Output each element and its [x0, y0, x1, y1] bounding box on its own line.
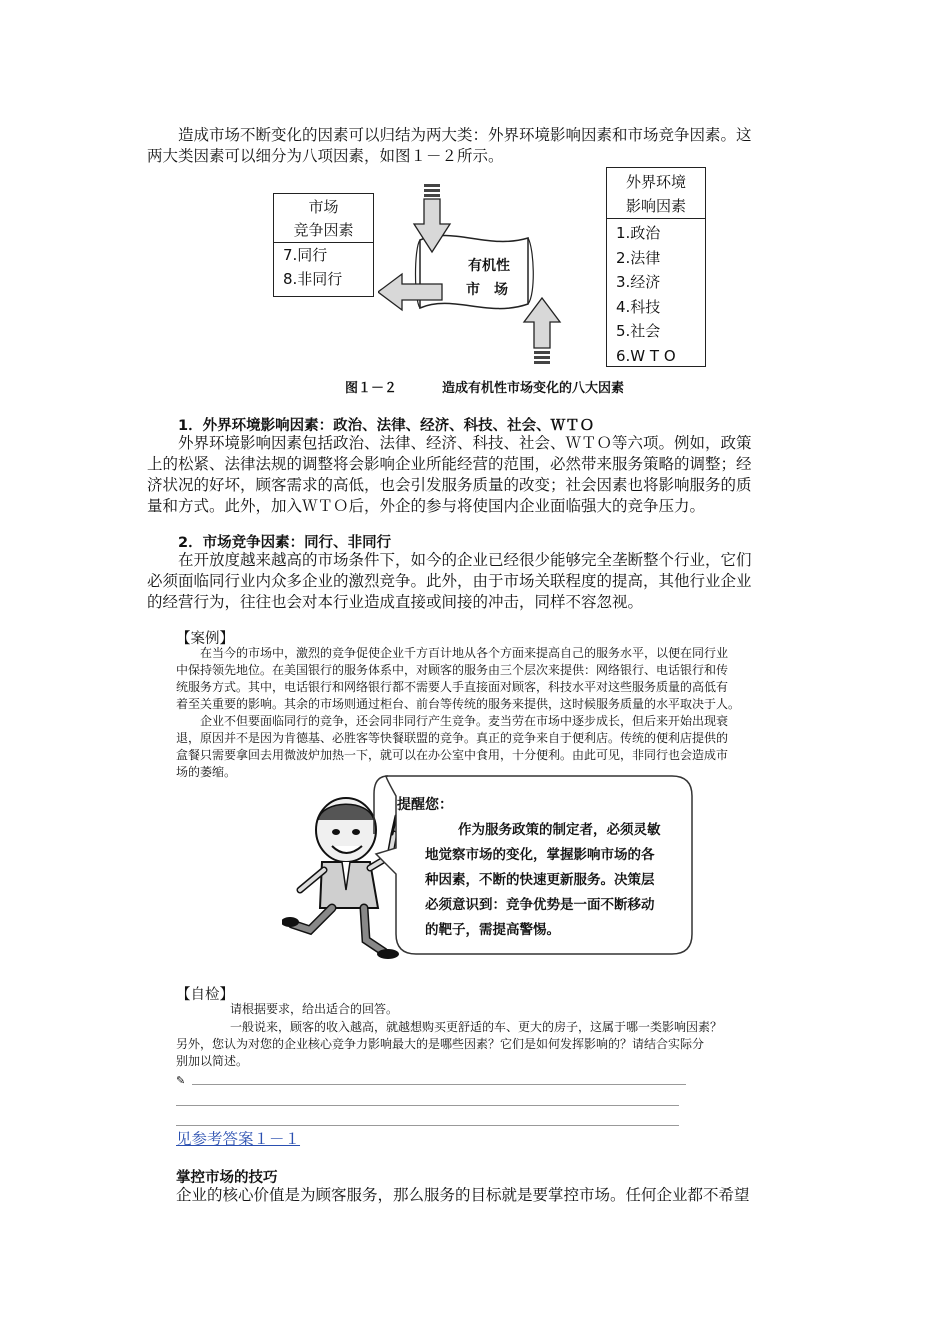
arrow-up-icon	[524, 298, 560, 364]
market-banner-line-1: 有机性	[468, 258, 510, 274]
answer-line[interactable]	[176, 1125, 679, 1126]
case-line: 退，原因并不是因为肯德基、必胜客等快餐联盟的竞争。真正的竞争来自于便利店。传统的便利店提供的	[176, 731, 729, 745]
reference-answer-link[interactable]: 见参考答案１－１	[176, 1130, 301, 1148]
section2-heading: 2．市场竞争因素：同行、非同行	[178, 535, 392, 551]
case-line: 在当今的市场中，激烈的竞争促使企业千方百计地从各个方面来提高自己的服务水平，以便在同行业	[200, 646, 729, 660]
intro-line-2: 两大类因素可以细分为八项因素，如图１－２所示。	[147, 147, 504, 165]
competition-box-title-1: 市场	[308, 198, 339, 216]
section2-line: 必须面临同行业内众多企业的激烈竞争。此外，由于市场关联程度的提高，其他行业企业	[147, 572, 752, 590]
tips-line: 企业的核心价值是为顾客服务，那么服务的目标就是要掌控市场。任何企业都不希望	[176, 1186, 750, 1204]
reminder-line: 作为服务政策的制定者，必须灵敏	[458, 822, 661, 838]
answer-line[interactable]	[176, 1105, 679, 1106]
environment-item: 2.法律	[616, 248, 661, 267]
environment-box-title-2: 影响因素	[625, 197, 686, 215]
environment-item: 6.W T O	[616, 346, 676, 365]
reminder-line: 必须意识到：竞争优势是一面不断移动	[425, 897, 655, 913]
competition-item: 7.同行	[283, 246, 328, 264]
figure-caption-text: 造成有机性市场变化的八大因素	[442, 381, 625, 396]
section2-line: 的经营行为，往往也会对本行业造成直接或间接的冲击，同样不容忽视。	[147, 593, 644, 611]
environment-item: 1.政治	[616, 224, 661, 242]
tips-heading: 掌控市场的技巧	[176, 1170, 278, 1186]
competition-box-title-2: 竞争因素	[293, 221, 354, 239]
figure-caption-number: 图１－２	[345, 381, 398, 396]
answer-line[interactable]	[192, 1084, 686, 1085]
reminder-title: 提醒您：	[397, 797, 453, 813]
section2-line: 在开放度越来越高的市场条件下，如今的企业已经很少能够完全垄断整个行业，它们	[178, 551, 752, 569]
environment-item: 5.社会	[616, 322, 661, 341]
case-line: 场的萎缩。	[176, 765, 237, 779]
section1-line: 济状况的好坏，顾客需求的高低，也会引发服务质量的改变；社会因素也将影响服务的质	[147, 476, 752, 494]
intro-line-1: 造成市场不断变化的因素可以归结为两大类：外界环境影响因素和市场竞争因素。这	[178, 126, 752, 144]
section1-line: 量和方式。此外，加入ＷＴＯ后，外企的参与将使国内企业面临强大的竞争压力。	[147, 497, 706, 515]
reminder-line: 地觉察市场的变化，掌握影响市场的各	[425, 847, 655, 863]
section1-line: 上的松紧、法律法规的调整将会影响企业所能经营的范围，必然带来服务策略的调整；经	[147, 455, 752, 473]
environment-item: 4.科技	[616, 297, 661, 316]
case-line: 中保持领先地位。在美国银行的服务体系中，对顾客的服务由三个层次来提供：网络银行、电话银行和传	[176, 663, 729, 677]
reminder-line: 种因素，不断的快速更新服务。决策层	[425, 872, 655, 888]
environment-factors-box	[606, 167, 706, 367]
case-line: 统服务方式。其中，电话银行和网络银行都不需要人手直接面对顾客，科技水平对这些服务质量的高低有	[176, 680, 729, 694]
selfcheck-line: 请根据要求，给出适合的回答。	[230, 1002, 399, 1016]
case-line: 着至关重要的影响。其余的市场则通过柜台、前台等传统的服务来提供，这时候服务质量的水平取决于人。	[176, 697, 741, 711]
pencil-icon: ✎	[176, 1074, 186, 1087]
selfcheck-line: 一般说来，顾客的收入越高，就越想购买更舒适的车、更大的房子，这属于哪一类影响因素？	[230, 1020, 723, 1034]
case-heading: 【案例】	[176, 631, 234, 647]
section1-heading: 1．外界环境影响因素：政治、法律、经济、科技、社会、ＷＴＯ	[178, 418, 595, 434]
environment-item: 3.经济	[616, 273, 661, 292]
competition-factors-box	[273, 193, 374, 297]
section1-line: 外界环境影响因素包括政治、法律、经济、科技、社会、ＷＴＯ等六项。例如，政策	[178, 434, 752, 452]
case-line: 盒餐只需要拿回去用微波炉加热一下，就可以在办公室中食用，十分便利。由此可见，非同行也会造成市	[176, 748, 729, 762]
competition-item: 8.非同行	[283, 270, 343, 288]
environment-box-title-1: 外界环境	[625, 173, 686, 191]
selfcheck-line: 另外，您认为对您的企业核心竞争力影响最大的是哪些因素？它们是如何发挥影响的？请结合实际分	[176, 1037, 705, 1051]
selfcheck-heading: 【自检】	[176, 987, 234, 1003]
case-line: 企业不但要面临同行的竞争，还会同非同行产生竞争。麦当劳在市场中逐步成长，但后来开始出现衰	[200, 714, 729, 728]
reminder-line: 的靶子，需提高警惕。	[425, 922, 560, 938]
market-banner-line-2: 市 场	[466, 282, 508, 298]
selfcheck-line: 别加以简述。	[176, 1054, 249, 1068]
